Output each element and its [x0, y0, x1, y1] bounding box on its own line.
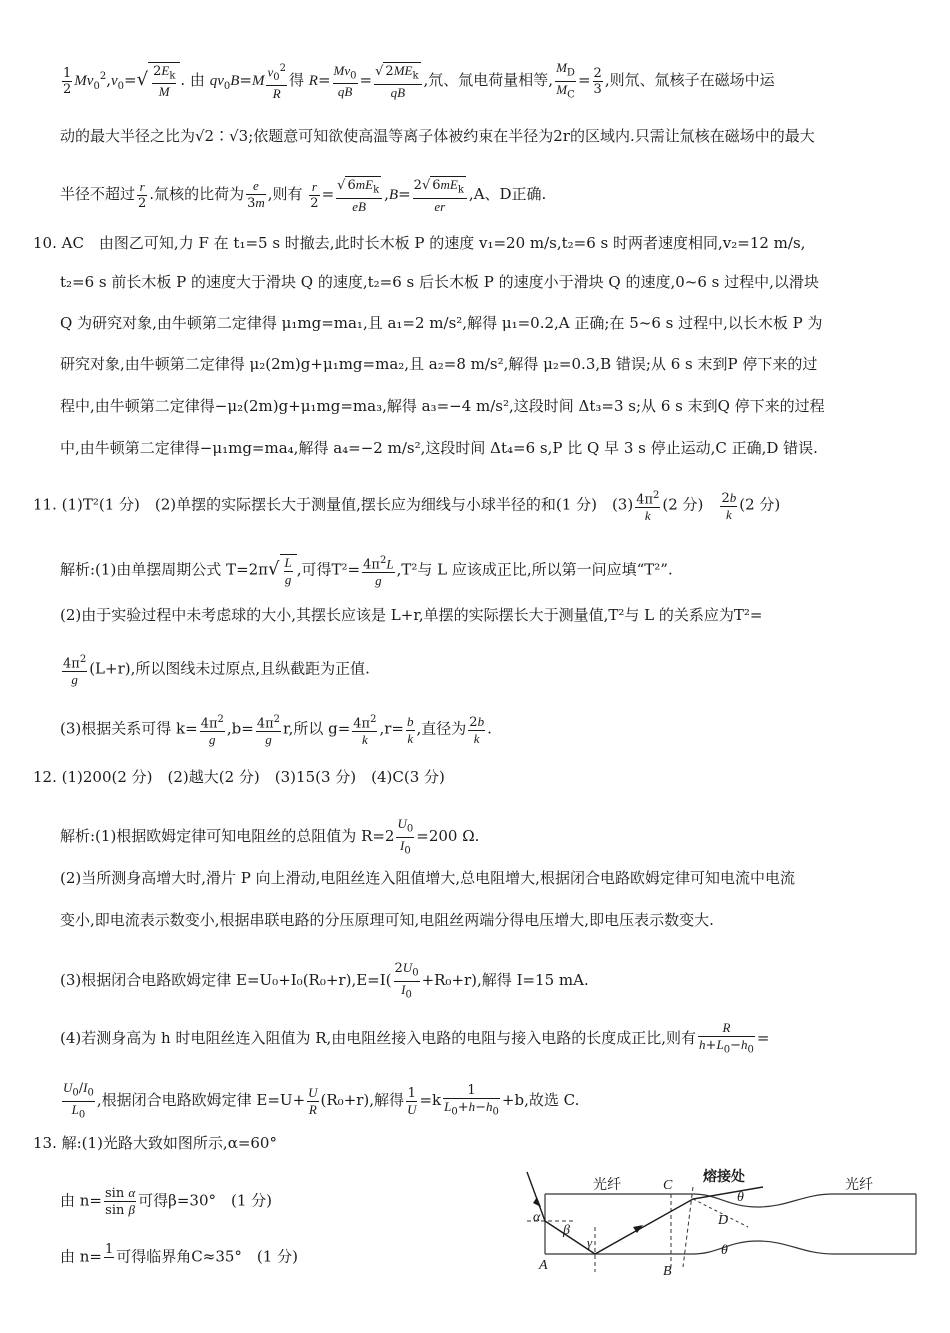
- q11-answer-p1: (2 分): [662, 495, 704, 514]
- label-gamma: γ: [587, 1235, 593, 1250]
- q11-a3-prefix: (3)根据关系可得 k=: [60, 719, 198, 738]
- label-theta-top: θ: [737, 1190, 744, 1205]
- q12-analysis-4b: $\frac{U_0/I_0}{L_0}$ ,根据闭合电路欧姆定律 E=U+ $\frac{U}{R}$ (R₀+r),解得 $\frac{1}{U}$ =k $\frac{1}{L_0+h-h_0}$ +b,故选 C.: [63, 1080, 580, 1121]
- q12-analysis-2b: 变小,即电流表示数变小,根据串联电路的分压原理可知,电阻丝两端分得电压增大,即电压表示数变大.: [60, 911, 714, 929]
- q11-a3-r2: ,r=: [379, 719, 404, 738]
- label-fiber-right: 光纤: [845, 1177, 873, 1193]
- q12-a1-prefix: 解析:(1)根据欧姆定律可知电阻丝的总阻值为 R=2: [60, 827, 395, 846]
- q12-a1-suffix: =200 Ω.: [416, 827, 480, 846]
- q11-a3-r: r,所以 g=: [283, 719, 351, 738]
- q10-line-2: t₂=6 s 前长木板 P 的速度大于滑块 Q 的速度,t₂=6 s 后长木板 P 的速度小于滑块 Q 的速度,0~6 s 过程中,以滑块: [60, 273, 819, 291]
- label-A: A: [539, 1258, 548, 1273]
- intro-line-3: 半径不超过 $\frac{r}{2}$ .氚核的比荷为 $\frac{e}{3m}$ ,则有 $\frac{r}{2}$ = $\frac{√ 6mE_k}{eB}$ ,B= $\frac{2√ 6mE_k}{er}$ ,A、D正确.: [60, 177, 547, 214]
- optical-fiber-figure: [523, 1167, 923, 1277]
- q11-a1-suffix: ,T²与 L 应该成正比,所以第一问应填“T²”.: [396, 560, 673, 579]
- q10-line-6: 中,由牛顿第二定律得−μ₁mg=ma₄,解得 a₄=−2 m/s²,这段时间 Δt₄=6 s,P 比 Q 早 3 s 停止运动,C 正确,D 错误.: [60, 439, 818, 457]
- q12-a3-prefix: (3)根据闭合电路欧姆定律 E=U₀+I₀(R₀+r),E=I(: [60, 971, 392, 990]
- q11-a3-suffix: ,直径为: [416, 719, 467, 738]
- q12-analysis-4a: (4)若测身高为 h 时电阻丝连入阻值为 R,由电阻丝接入电路的电阻与接入电路的长度成正比,则有 $\frac{R}{h+L_0-h_0}$ =: [60, 1020, 770, 1056]
- label-B: B: [663, 1264, 672, 1277]
- q10-line-3: Q 为研究对象,由牛顿第二定律得 μ₁mg=ma₁,且 a₁=2 m/s²,解得 μ₁=0.2,A 正确;在 5~6 s 过程中,以长木板 P 为: [60, 314, 823, 332]
- q12-a3-suffix: +R₀+r),解得 I=15 mA.: [421, 971, 589, 990]
- intro-line-2: 动的最大半径之比为√2∶√3;依题意可知欲使高温等离子体被约束在半径为2r的区域内.只需让氚核在磁场中的最大: [60, 127, 815, 145]
- q12-a4-mid2: (R₀+r),解得: [320, 1091, 405, 1110]
- intro-line-3-prefix: 半径不超过: [60, 184, 136, 203]
- q13-l2-suffix: 可得临界角C≈35° (1 分): [116, 1247, 298, 1266]
- q13-l2-prefix: 由 n=: [60, 1247, 102, 1266]
- q11-a2-line2-suffix: (L+r),所以图线未过原点,且纵截距为正值.: [89, 659, 370, 678]
- q12-a4-line1: (4)若测身高为 h 时电阻丝连入阻值为 R,由电阻丝接入电路的电阻与接入电路的长度成正比,则有: [60, 1028, 697, 1047]
- label-fiber-left: 光纤: [593, 1177, 621, 1193]
- intro-line-1: $\frac{1}{2}$ $Mv_0^2,v_0=√$ $\frac{2E_k}{M}$ . 由 $qv_0B=M$ $\frac{v_0^2}{R}$ 得 R= $\frac{Mv_0}{qB}$ = $\frac{√ 2ME_k}{qB}$ ,氘、氚电荷量相等, $\frac{M_D}{M_C}$ = $\frac{2}{3}$ ,则氘、氚核子在磁场中运: [63, 60, 775, 102]
- q13-l1-suffix: 可得β=30° (1 分): [138, 1191, 273, 1210]
- label-weld: 熔接处: [703, 1169, 745, 1185]
- label-alpha: α: [533, 1210, 541, 1225]
- q13-intro: 13. 解:(1)光路大致如图所示,α=60°: [33, 1134, 277, 1152]
- q11-a3-b: ,b=: [226, 719, 254, 738]
- weld-top-edge: [693, 1194, 916, 1207]
- label-beta: β: [563, 1223, 570, 1238]
- q12-analysis-1: 解析:(1)根据欧姆定律可知电阻丝的总阻值为 R=2 $\frac{U_0}{I_0}$ =200 Ω.: [60, 816, 480, 857]
- q10-line-4: 研究对象,由牛顿第二定律得 μ₂(2m)g+μ₁mg=ma₂,且 a₂=8 m/s²,解得 μ₂=0.3,B 错误;从 6 s 末到P 停下来的过: [60, 355, 818, 373]
- q11-analysis-2a: (2)由于实验过程中未考虑球的大小,其摆长应该是 L+r,单摆的实际摆长大于测量值,T²与 L 的关系应为T²=: [60, 606, 763, 624]
- q13-l1-prefix: 由 n=: [60, 1191, 102, 1210]
- q11-a1-prefix: 解析:(1)由单摆周期公式 T=2π: [60, 560, 269, 579]
- q12-a4-suffix: +b,故选 C.: [501, 1091, 580, 1110]
- q12-a4-mid: ,根据闭合电路欧姆定律 E=U+: [96, 1091, 306, 1110]
- q10-line-5: 程中,由牛顿第二定律得−μ₂(2m)g+μ₁mg=ma₃,解得 a₃=−4 m/s²,这段时间 Δt₃=3 s;从 6 s 末到Q 停下来的过程: [60, 397, 825, 415]
- label-theta-bottom: θ: [721, 1243, 728, 1258]
- q11-analysis-1: 解析:(1)由单摆周期公式 T=2π√ $\frac{L}{g}$ ,可得T²= $\frac{4\pi^2L}{g}$ ,T²与 L 应该成正比,所以第一问应填“T²”.: [60, 554, 673, 589]
- ray-arrow-1: [533, 1197, 541, 1207]
- q11-a1-mid: ,可得T²=: [296, 560, 361, 579]
- dashed-line-weld: [683, 1187, 693, 1267]
- q13-line-1: 由 n= $\frac{\text{sin α}}{\text{sin β}}$ 可得β=30° (1 分): [60, 1185, 273, 1218]
- label-C: C: [663, 1178, 673, 1193]
- q11-analysis-2b: $\frac{4\pi^2}{g}$ (L+r),所以图线未过原点,且纵截距为正值.: [63, 654, 370, 688]
- q10-line-1: 10. AC 由图乙可知,力 F 在 t₁=5 s 时撤去,此时长木板 P 的速度 v₁=20 m/s,t₂=6 s 时两者速度相同,v₂=12 m/s,: [33, 234, 806, 252]
- q12-analysis-2a: (2)当所测身高增大时,滑片 P 向上滑动,电阻丝连入阻值增大,总电阻增大,根据闭合电路欧姆定律可知电流中电流: [60, 869, 795, 887]
- q12-a4-line1-end: =: [756, 1028, 770, 1047]
- intro-line-3-mid: .氚核的比荷为: [149, 184, 245, 203]
- label-D: D: [718, 1213, 729, 1228]
- intro-line-3-suffix: ,A、D正确.: [468, 184, 547, 203]
- q11-answer: 11. (1)T²(1 分) (2)单摆的实际摆长大于测量值,摆长应为细线与小球半径的和(1 分) (3) $\frac{4\pi^2}{k}$ (2 分) $\frac{2b}{k}$ (2 分): [33, 489, 781, 524]
- q12-a4-mid3: =k: [419, 1091, 442, 1110]
- q11-answer-p2: (2 分): [739, 495, 781, 514]
- q11-a3-end: .: [487, 719, 492, 738]
- q12-answer: 12. (1)200(2 分) (2)越大(2 分) (3)15(3 分) (4)C(3 分): [33, 768, 445, 786]
- q11-analysis-3: (3)根据关系可得 k= $\frac{4\pi^2}{g}$ ,b= $\frac{4\pi^2}{g}$ r,所以 g= $\frac{4\pi^2}{k}$ ,r= $\frac{b}{k}$ ,直径为 $\frac{2b}{k}$ .: [60, 713, 492, 748]
- q13-line-2: 由 n= 1 可得临界角C≈35° (1 分): [60, 1242, 298, 1266]
- q11-answer-prefix: 11. (1)T²(1 分) (2)单摆的实际摆长大于测量值,摆长应为细线与小球半径的和(1 分) (3): [33, 495, 634, 514]
- q12-analysis-3: (3)根据闭合电路欧姆定律 E=U₀+I₀(R₀+r),E=I( $\frac{2U_0}{I_0}$ +R₀+r),解得 I=15 mA.: [60, 960, 589, 1001]
